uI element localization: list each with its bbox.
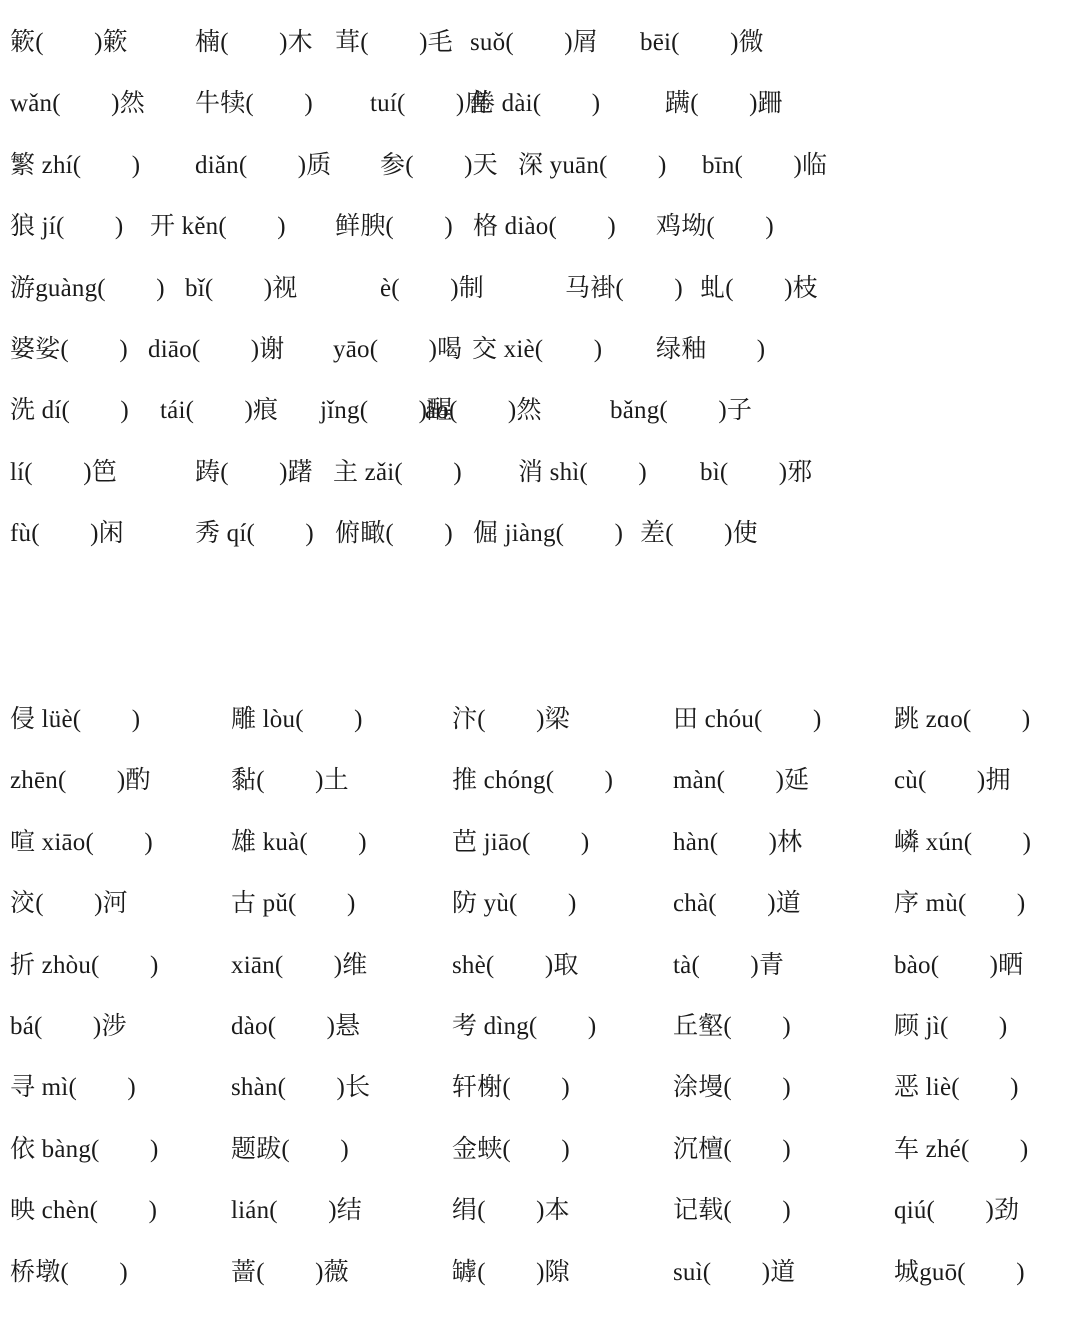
pinyin-blank-item: 虬( )枝 [700, 274, 818, 302]
pinyin-blank-item: ào( )然 [425, 397, 542, 425]
pinyin-blank-item: màn( )延 [673, 767, 810, 795]
pinyin-blank-item: zhēn( )酌 [10, 767, 151, 795]
pinyin-blank-item: 轩榭( ) [452, 1074, 570, 1102]
pinyin-blank-item: 顾 jì( ) [894, 1012, 1008, 1040]
pinyin-blank-item: xiān( )维 [231, 951, 368, 979]
pinyin-blank-item: 倦 dài( ) [470, 90, 601, 118]
pinyin-blank-item: suǒ( )屑 [470, 29, 598, 56]
pinyin-blank-item: 茸( )毛 [335, 29, 453, 56]
pinyin-blank-item: bǎng( )子 [610, 397, 753, 425]
pinyin-blank-item: bǐ( )视 [185, 274, 298, 302]
pinyin-blank-item: 记载( ) [673, 1197, 791, 1225]
pinyin-blank-item: 田 chóu( ) [673, 706, 822, 733]
pinyin-blank-item: 狼 jí( ) [10, 213, 124, 241]
pinyin-blank-item: 踌( )躇 [195, 458, 313, 486]
pinyin-blank-item: 丘壑( ) [673, 1012, 791, 1040]
pinyin-blank-item: 洗 dí( ) [10, 397, 129, 425]
pinyin-blank-item: 推 chóng( ) [452, 767, 614, 795]
pinyin-blank-item: tái( )痕 [160, 397, 279, 425]
pinyin-blank-item: 主 zǎi( ) [333, 458, 462, 486]
pinyin-blank-item: 马褂( ) [565, 274, 683, 302]
pinyin-blank-item: 俯瞰( ) [335, 520, 453, 548]
pinyin-blank-item: 恶 liè( ) [894, 1074, 1019, 1102]
pinyin-blank-item: bēi( )微 [640, 29, 764, 56]
pinyin-blank-item: 秀 qí( ) [195, 520, 314, 548]
pinyin-blank-item: 格 diào( ) [473, 213, 616, 241]
pinyin-blank-item: 喧 xiāo( ) [10, 828, 153, 856]
pinyin-blank-item: bīn( )临 [702, 151, 828, 179]
pinyin-blank-item: 繁 zhí( ) [10, 151, 141, 179]
pinyin-blank-item: 考 dìng( ) [452, 1012, 597, 1040]
pinyin-blank-item: 映 chèn( ) [10, 1197, 158, 1225]
pinyin-blank-item: chà( )道 [673, 890, 801, 918]
pinyin-blank-item: 罅( )隙 [452, 1258, 570, 1286]
pinyin-blank-item: 游guàng( ) [10, 274, 165, 302]
pinyin-blank-item: shàn( )长 [231, 1074, 371, 1102]
pinyin-blank-item: 鲜腴( ) [335, 213, 453, 241]
pinyin-blank-item: 婆娑( ) [10, 335, 128, 363]
pinyin-blank-item: 雕 lòu( ) [231, 706, 363, 733]
pinyin-blank-item: lián( )结 [231, 1197, 362, 1225]
pinyin-blank-item: bì( )邪 [700, 458, 813, 486]
pinyin-blank-item: diǎn( )质 [195, 151, 332, 179]
pinyin-blank-item: yāo( )喝 [333, 335, 463, 363]
pinyin-blank-item: 金蛱( ) [452, 1135, 570, 1163]
pinyin-blank-item: cù( )拥 [894, 767, 1011, 795]
pinyin-blank-item: 序 mù( ) [894, 890, 1026, 918]
pinyin-blank-item: 城guō( ) [894, 1258, 1025, 1286]
pinyin-blank-item: hàn( )林 [673, 828, 803, 856]
pinyin-blank-item: shè( )取 [452, 951, 579, 979]
pinyin-blank-item: è( )制 [380, 274, 484, 302]
pinyin-blank-item: 嶙 xún( ) [894, 828, 1032, 856]
pinyin-blank-item: 参( )天 [380, 151, 498, 179]
pinyin-blank-item: 汴( )梁 [452, 706, 570, 733]
pinyin-blank-item: 簌( )簌 [10, 29, 128, 56]
pinyin-blank-item: bá( )涉 [10, 1012, 127, 1040]
pinyin-blank-item: 沉檀( ) [673, 1135, 791, 1163]
pinyin-blank-item: 侵 lüè( ) [10, 706, 141, 733]
pinyin-blank-item: qiú( )劲 [894, 1197, 1020, 1225]
pinyin-blank-item: 深 yuān( ) [518, 151, 667, 179]
pinyin-blank-item: diāo( )谢 [148, 335, 285, 363]
pinyin-blank-item: 寻 mì( ) [10, 1074, 136, 1102]
pinyin-blank-item: 桥墩( ) [10, 1258, 128, 1286]
pinyin-blank-item: suì( )道 [673, 1258, 796, 1286]
pinyin-blank-item: 差( )使 [640, 520, 758, 548]
pinyin-blank-item: 黏( )土 [231, 767, 349, 795]
pinyin-blank-item: wǎn( )然 [10, 90, 145, 118]
pinyin-blank-item: lí( )笆 [10, 458, 117, 486]
pinyin-blank-item: jǐng( )醒 [320, 397, 453, 425]
pinyin-blank-item: 绿釉 ) [656, 335, 766, 363]
pinyin-blank-item: 楠( )木 [195, 29, 313, 56]
pinyin-blank-item: 雄 kuà( ) [231, 828, 367, 856]
pinyin-blank-item: bào( )晒 [894, 951, 1024, 979]
pinyin-blank-item: 洨( )河 [10, 890, 128, 918]
pinyin-blank-item: 依 bàng( ) [10, 1135, 159, 1163]
pinyin-blank-item: 交 xiè( ) [472, 335, 603, 363]
pinyin-blank-item: 倔 jiàng( ) [473, 520, 624, 548]
pinyin-blank-item: 古 pǔ( ) [231, 890, 356, 918]
pinyin-blank-item: 折 zhòu( ) [10, 951, 159, 979]
pinyin-blank-item: 车 zhé( ) [894, 1135, 1029, 1163]
pinyin-blank-item: 绢( )本 [452, 1197, 570, 1225]
pinyin-blank-item: 芭 jiāo( ) [452, 828, 590, 856]
pinyin-blank-item: tuí( )唐 [370, 90, 490, 118]
pinyin-blank-item: 跳 zɑo( ) [894, 706, 1031, 733]
pinyin-blank-item: 题跋( ) [231, 1135, 349, 1163]
pinyin-blank-item: 消 shì( ) [518, 458, 647, 486]
pinyin-blank-item: 鸡坳( ) [656, 213, 774, 241]
pinyin-blank-item: 涂墁( ) [673, 1074, 791, 1102]
pinyin-blank-item: 开 kěn( ) [150, 213, 286, 241]
pinyin-blank-item: tà( )青 [673, 951, 785, 979]
pinyin-blank-item: dào( )悬 [231, 1012, 361, 1040]
pinyin-blank-item: fù( )闲 [10, 520, 124, 548]
pinyin-blank-item: 牛犊( ) [195, 90, 313, 118]
pinyin-blank-item: 防 yù( ) [452, 890, 577, 918]
pinyin-blank-item: 蔷( )薇 [231, 1258, 349, 1286]
pinyin-blank-item: 蹒( )跚 [665, 90, 783, 118]
